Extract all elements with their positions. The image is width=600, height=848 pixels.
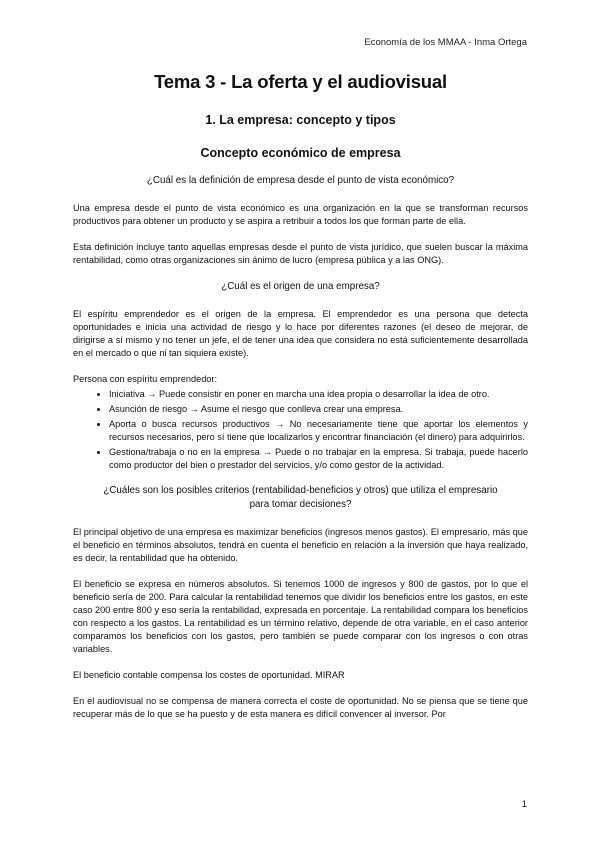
question-criteria-line-2: para tomar decisiones?	[249, 499, 352, 510]
paragraph-profit-example: El beneficio se expresa en números absolutos. Si tenemos 1000 de ingresos y 800 de gastos, por lo que el beneficio sería de 200. Para calcular la rentabilidad tenemos que dividir los beneficios entre los gastos, en este caso 200 entre 800 y eso sería la rentabilidad, expresada en porcentaje. La rentabilidad compara los beneficios con respecto a los gastos. La rentabilidad es un término relativo, depende de otra variable, en el caso anterior comparamos los beneficios con los gastos, pero también se puede comparar con los ingresos o con otras variables.	[73, 579, 528, 654]
list-item: • Asunción de riesgo → Asume el riesgo que conlleva crear una empresa.	[109, 403, 528, 416]
question-criteria-line-1: ¿Cuáles son los posibles criterios (rentabilidad-beneficios y otros) que utiliza el empresario	[103, 485, 498, 496]
page-content	[73, 71, 528, 734]
paragraph-entrepreneur-traits-intro: Persona con espíritu emprendedor:	[73, 374, 218, 384]
section-heading: 1. La empresa: concepto y tipos	[205, 113, 396, 127]
question-origin: ¿Cuál es el origen de una empresa?	[221, 281, 380, 292]
page-number: 1	[521, 799, 527, 810]
list-item: • Iniciativa → Puede consistir en poner en marcha una idea propia o desarrollar la idea de otro.	[109, 388, 528, 401]
list-item: • Aporta o busca recursos productivos → No necesariamente tiene que aportar los elementos y recursos necesarios, pero sí tiene que localizarlos y encontrar financiación (el dinero) para adquirirlos.	[109, 418, 528, 444]
entrepreneur-traits-list	[73, 388, 528, 472]
question-criteria	[73, 484, 528, 512]
paragraph-definition: Una empresa desde el punto de vista económico es una organización en la que se transforman recursos productivos para obtener un producto y se aspira a retribuir a todos los que forman parte de ella.	[73, 203, 528, 226]
paragraph-audiovisual: En el audiovisual no se compensa de manera correcta el coste de oportunidad. No se piensa que se tiene que recuperar más de lo que se ha puesto y de esta manera es difícil convencer al inversor. Por	[73, 696, 528, 719]
list-item: • Gestiona/trabaja o no en la empresa → Puede o no trabajar en la empresa. Si trabaja, puede hacerlo como productor del bien o prestador del servicios, y/o como gestor de la actividad.	[109, 446, 528, 472]
subsection-heading: Concepto económico de empresa	[200, 146, 401, 160]
paragraph-entrepreneur: El espíritu emprendedor es el origen de la empresa. El emprendedor es una persona que detecta oportunidades e inicia una actividad de riesgo y lo hace por diferentes razones (el deseo de mejorar, de dirigirse a sí mismo y no tener un jefe, el de tener una idea que considera no está suficientemente desarrollada en el mercado o que ni tan siquiera existe).	[73, 309, 528, 358]
page-title: Tema 3 - La oferta y el audiovisual	[154, 71, 447, 92]
question-definition: ¿Cuál es la definición de empresa desde el punto de vista económico?	[146, 175, 455, 186]
paragraph-accounting-profit: El beneficio contable compensa los costes de oportunidad. MIRAR	[73, 670, 345, 680]
header-note: Economía de los MMAA - Inma Ortega	[364, 37, 527, 48]
paragraph-definition-scope: Esta definición incluye tanto aquellas empresas desde el punto de vista jurídico, que suelen buscar la máxima rentabilidad, como otras organizaciones sin ánimo de lucro (empresa pública y a las ONG).	[73, 242, 528, 265]
paragraph-objective: El principal objetivo de una empresa es maximizar beneficios (ingresos menos gastos). El empresario, más que el beneficio en términos absolutos, tendrá en cuenta el beneficio en relación a la inversión que haya realizado, es decir, la rentabilidad que ha obtenido.	[73, 527, 528, 563]
